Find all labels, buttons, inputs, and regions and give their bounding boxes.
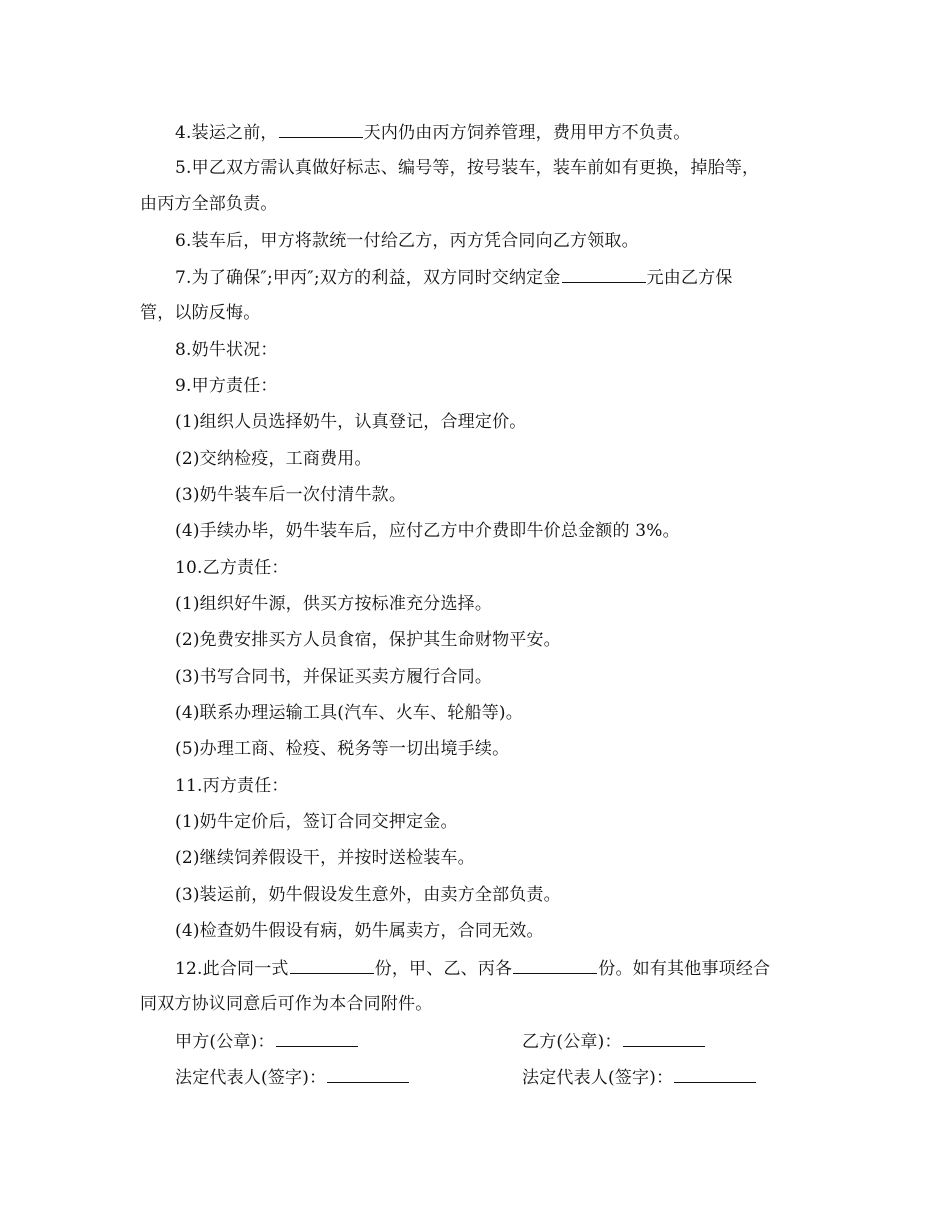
blank-copies-total bbox=[290, 957, 374, 974]
blank-days bbox=[279, 121, 363, 138]
clause-5-line1: 5.甲乙双方需认真做好标志、编号等，按号装车，装车前如有更换，掉胎等， bbox=[175, 158, 760, 178]
blank-copies-each bbox=[513, 957, 597, 974]
blank-deposit bbox=[562, 266, 646, 283]
clause-10-item: (3)书写合同书，并保证买卖方履行合同。 bbox=[175, 667, 493, 687]
party-a-rep-label: 法定代表人(签字)： bbox=[175, 1068, 327, 1088]
party-b-seal-blank bbox=[623, 1030, 705, 1047]
clause-4 bbox=[175, 121, 690, 144]
clause-4-text-end: 天内仍由丙方饲养管理，费用甲方不负责。 bbox=[363, 123, 691, 143]
clause-12-text: 12.此合同一式 bbox=[175, 959, 289, 979]
party-a-seal-blank bbox=[276, 1030, 358, 1047]
clause-12-text: 份。如有其他事项经合 bbox=[598, 959, 771, 979]
clause-11-item: (1)奶牛定价后，签订合同交押定金。 bbox=[175, 812, 458, 832]
clause-9-item: (4)手续办毕，奶牛装车后，应付乙方中介费即牛价总金额的 3%。 bbox=[175, 521, 680, 541]
clause-11-item: (4)检查奶牛假设有病，奶牛属卖方，合同无效。 bbox=[175, 921, 544, 941]
clause-10-item: (5)办理工商、检疫、税务等一切出境手续。 bbox=[175, 739, 510, 759]
clause-9-item: (1)组织人员选择奶牛，认真登记，合理定价。 bbox=[175, 412, 527, 432]
clause-10-item: (2)免费安排买方人员食宿，保护其生命财物平安。 bbox=[175, 630, 561, 650]
party-a-rep-blank bbox=[327, 1066, 409, 1083]
clause-10-item: (1)组织好牛源，供买方按标准充分选择。 bbox=[175, 594, 493, 614]
party-b-rep bbox=[522, 1066, 757, 1089]
clause-12-text: 份，甲、乙、丙各 bbox=[374, 959, 513, 979]
clause-11-item: (2)继续饲养假设干，并按时送检装车。 bbox=[175, 848, 475, 868]
party-b-rep-label: 法定代表人(签字)： bbox=[522, 1068, 674, 1088]
clause-7 bbox=[175, 266, 733, 289]
clause-7-text: 7.为了确保″;甲丙″;双方的利益，双方同时交纳定金 bbox=[175, 268, 561, 288]
party-b-rep-blank bbox=[674, 1066, 756, 1083]
clause-12-line2: 同双方协议同意后可作为本合同附件。 bbox=[140, 994, 433, 1014]
clause-9-item: (2)交纳检疫，工商费用。 bbox=[175, 449, 372, 469]
party-a-seal-label: 甲方(公章)： bbox=[175, 1032, 275, 1052]
clause-10-item: (4)联系办理运输工具(汽车、火车、轮船等)。 bbox=[175, 703, 523, 723]
clause-4-text: 4.装运之前， bbox=[175, 123, 278, 143]
clause-11-title: 11.丙方责任： bbox=[175, 776, 289, 796]
clause-9-title: 9.甲方责任： bbox=[175, 376, 278, 396]
clause-5-line2: 由丙方全部负责。 bbox=[140, 194, 278, 214]
clause-6: 6.装车后，甲方将款统一付给乙方，丙方凭合同向乙方领取。 bbox=[175, 231, 639, 251]
party-b-seal bbox=[522, 1030, 706, 1053]
clause-11-item: (3)装运前，奶牛假设发生意外，由卖方全部负责。 bbox=[175, 885, 561, 905]
clause-10-title: 10.乙方责任： bbox=[175, 558, 289, 578]
clause-7-line2: 管，以防反悔。 bbox=[140, 303, 261, 323]
party-b-seal-label: 乙方(公章)： bbox=[522, 1032, 622, 1052]
clause-12 bbox=[175, 957, 770, 980]
clause-7-text-end: 元由乙方保 bbox=[646, 268, 733, 288]
clause-9-item: (3)奶牛装车后一次付清牛款。 bbox=[175, 485, 407, 505]
party-a-rep bbox=[175, 1066, 410, 1089]
clause-8: 8.奶牛状况： bbox=[175, 340, 278, 360]
party-a-seal bbox=[175, 1030, 359, 1053]
